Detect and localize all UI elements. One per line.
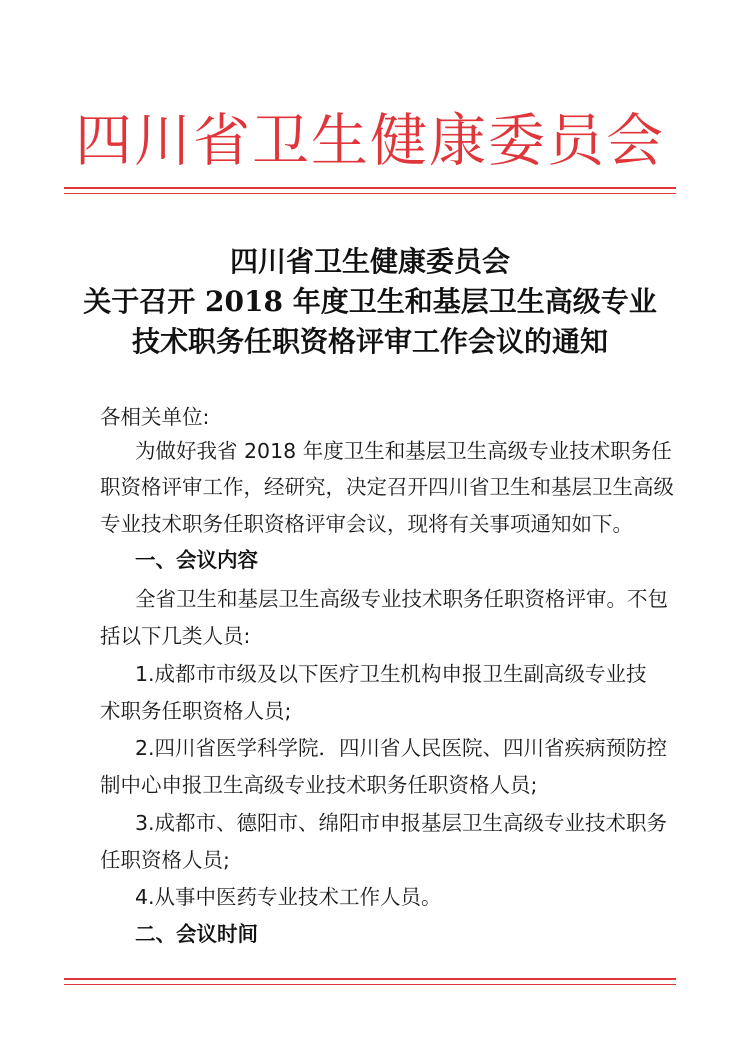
section-1-text-line-1: 全省卫生和基层卫生高级专业技术职务任职资格评审。不包 [135,587,668,611]
item-3-line-2: 任职资格人员; [100,848,230,872]
footer-rule-thin [64,984,676,985]
masthead-rule-thin [64,193,676,194]
masthead-title: 四川省卫生健康委员会 [75,108,665,174]
intro-line-1: 为做好我省 2018 年度卫生和基层卫生高级专业技术职务任 [135,439,672,463]
intro-line-2: 职资格评审工作，经研究，决定召开四川省卫生和基层卫生高级 [100,475,674,499]
document-title-line-1: 四川省卫生健康委员会 [229,245,510,278]
item-4: 4.从事中医药专业技术工作人员。 [135,885,442,909]
document-title-line-2: 关于召开 2018 年度卫生和基层卫生高级专业 [83,285,657,318]
item-1-line-2: 术职务任职资格人员; [100,699,292,723]
item-1-line-1: 1.成都市市级及以下医疗卫生机构申报卫生副高级专业技 [135,662,647,686]
section-1-heading: 一、会议内容 [135,548,258,572]
salutation: 各相关单位: [100,405,210,429]
item-2-line-2: 制中心申报卫生高级专业技术职务任职资格人员; [100,773,538,797]
footer-rule-thick [64,978,676,980]
section-2-heading: 二、会议时间 [135,922,258,946]
section-1-text-line-2: 括以下几类人员: [100,624,251,648]
item-3-line-1: 3.成都市、德阳市、绵阳市申报基层卫生高级专业技术职务 [135,811,668,835]
document-title-line-3: 技术职务任职资格评审工作会议的通知 [131,325,608,358]
item-2-line-1: 2.四川省医学科学院．四川省人民医院、四川省疾病预防控 [135,736,668,760]
masthead-rule-thick [64,187,676,189]
intro-line-3: 专业技术职务任职资格评审会议，现将有关事项通知如下。 [100,512,633,536]
